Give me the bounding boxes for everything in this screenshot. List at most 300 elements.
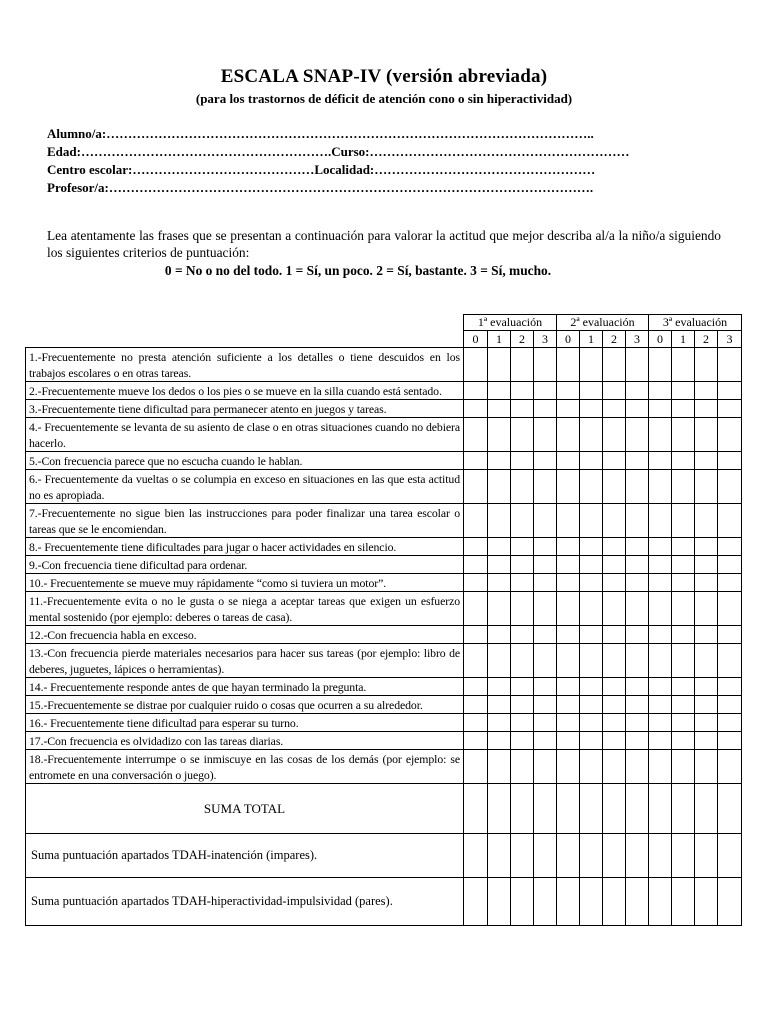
score-cell[interactable] xyxy=(672,732,695,750)
header-blank xyxy=(26,315,464,348)
score-cell[interactable] xyxy=(626,878,649,926)
score-cell[interactable] xyxy=(695,732,718,750)
score-header: 3 xyxy=(718,331,742,348)
score-cell[interactable] xyxy=(695,878,718,926)
score-cell[interactable] xyxy=(626,538,649,556)
score-cell[interactable] xyxy=(672,452,695,470)
score-cell[interactable] xyxy=(580,348,603,382)
score-cell[interactable] xyxy=(672,784,695,834)
score-cell[interactable] xyxy=(603,470,626,504)
score-cell[interactable] xyxy=(464,714,488,732)
score-cell[interactable] xyxy=(511,834,534,878)
score-cell[interactable] xyxy=(718,538,742,556)
item-text: 11.-Frecuentemente evita o no le gusta o se niega a aceptar tareas que exigen un esfuerzo mental sostenido (por ejemplo: deberes o tareas de casa). xyxy=(26,592,464,626)
score-cell[interactable] xyxy=(488,418,511,452)
score-cell[interactable] xyxy=(626,678,649,696)
score-cell[interactable] xyxy=(626,556,649,574)
score-cell[interactable] xyxy=(672,538,695,556)
score-cell[interactable] xyxy=(649,696,672,714)
item-text: 3.-Frecuentemente tiene dificultad para permanecer atento en juegos y tareas. xyxy=(26,400,464,418)
score-cell[interactable] xyxy=(511,452,534,470)
score-cell[interactable] xyxy=(672,834,695,878)
score-cell[interactable] xyxy=(580,400,603,418)
table-row xyxy=(26,696,742,714)
score-cell[interactable] xyxy=(580,574,603,592)
score-cell[interactable] xyxy=(557,556,580,574)
score-cell[interactable] xyxy=(464,732,488,750)
score-cell[interactable] xyxy=(626,644,649,678)
score-cell[interactable] xyxy=(511,556,534,574)
score-cell[interactable] xyxy=(695,538,718,556)
score-cell[interactable] xyxy=(580,504,603,538)
score-cell[interactable] xyxy=(511,626,534,644)
score-cell[interactable] xyxy=(718,834,742,878)
score-cell[interactable] xyxy=(649,714,672,732)
score-cell[interactable] xyxy=(580,732,603,750)
score-cell[interactable] xyxy=(511,696,534,714)
score-cell[interactable] xyxy=(557,626,580,644)
score-cell[interactable] xyxy=(626,592,649,626)
score-cell[interactable] xyxy=(534,382,557,400)
score-cell[interactable] xyxy=(718,452,742,470)
score-cell[interactable] xyxy=(672,644,695,678)
score-cell[interactable] xyxy=(718,714,742,732)
score-cell[interactable] xyxy=(511,400,534,418)
score-cell[interactable] xyxy=(488,678,511,696)
score-cell[interactable] xyxy=(718,732,742,750)
score-cell[interactable] xyxy=(603,784,626,834)
score-cell[interactable] xyxy=(626,400,649,418)
score-cell[interactable] xyxy=(695,696,718,714)
score-cell[interactable] xyxy=(603,538,626,556)
score-cell[interactable] xyxy=(511,538,534,556)
score-cell[interactable] xyxy=(580,592,603,626)
score-cell[interactable] xyxy=(718,750,742,784)
score-cell[interactable] xyxy=(649,574,672,592)
table-row xyxy=(26,348,742,382)
score-cell[interactable] xyxy=(511,592,534,626)
score-cell[interactable] xyxy=(695,382,718,400)
score-cell[interactable] xyxy=(511,784,534,834)
score-cell[interactable] xyxy=(488,348,511,382)
score-cell[interactable] xyxy=(603,644,626,678)
field-centro-localidad xyxy=(47,161,707,179)
score-cell[interactable] xyxy=(649,504,672,538)
score-cell[interactable] xyxy=(718,592,742,626)
score-cell[interactable] xyxy=(718,678,742,696)
score-cell[interactable] xyxy=(488,452,511,470)
score-cell[interactable] xyxy=(534,644,557,678)
score-cell[interactable] xyxy=(580,538,603,556)
field-localidad[interactable]: Localidad:…………………………………………… xyxy=(314,162,596,177)
score-cell[interactable] xyxy=(672,556,695,574)
score-cell[interactable] xyxy=(649,878,672,926)
score-cell[interactable] xyxy=(649,644,672,678)
score-cell[interactable] xyxy=(464,538,488,556)
score-cell[interactable] xyxy=(695,750,718,784)
score-cell[interactable] xyxy=(649,556,672,574)
score-cell[interactable] xyxy=(580,644,603,678)
score-cell[interactable] xyxy=(534,592,557,626)
score-cell[interactable] xyxy=(534,574,557,592)
score-cell[interactable] xyxy=(603,418,626,452)
score-cell[interactable] xyxy=(603,382,626,400)
score-cell[interactable] xyxy=(580,678,603,696)
score-cell[interactable] xyxy=(718,574,742,592)
score-cell[interactable] xyxy=(488,732,511,750)
score-cell[interactable] xyxy=(557,538,580,556)
score-cell[interactable] xyxy=(672,382,695,400)
score-cell[interactable] xyxy=(557,750,580,784)
score-cell[interactable] xyxy=(695,348,718,382)
score-header: 2 xyxy=(603,331,626,348)
score-cell[interactable] xyxy=(511,418,534,452)
score-cell[interactable] xyxy=(511,750,534,784)
score-cell[interactable] xyxy=(488,878,511,926)
item-text: 9.-Con frecuencia tiene dificultad para ordenar. xyxy=(26,556,464,574)
instructions-text: Lea atentamente las frases que se presentan a continuación para valorar la actitud que mejor describa al/a la niño/a siguiendo los siguientes criterios de puntuación: xyxy=(47,228,721,260)
score-cell[interactable] xyxy=(580,470,603,504)
subtotal-label: Suma puntuación apartados TDAH-inatención (impares). xyxy=(26,834,464,878)
score-cell[interactable] xyxy=(649,400,672,418)
score-cell[interactable] xyxy=(695,644,718,678)
table-row xyxy=(26,504,742,538)
score-cell[interactable] xyxy=(534,626,557,644)
score-cell[interactable] xyxy=(580,382,603,400)
score-cell[interactable] xyxy=(464,452,488,470)
table-row xyxy=(26,452,742,470)
table-row xyxy=(26,556,742,574)
score-header: 0 xyxy=(649,331,672,348)
score-cell[interactable] xyxy=(534,878,557,926)
score-cell[interactable] xyxy=(649,592,672,626)
item-text: 15.-Frecuentemente se distrae por cualquier ruido o cosas que ocurren a su alrededor. xyxy=(26,696,464,714)
score-cell[interactable] xyxy=(718,400,742,418)
score-cell[interactable] xyxy=(603,592,626,626)
score-cell[interactable] xyxy=(464,504,488,538)
score-cell[interactable] xyxy=(672,750,695,784)
item-text: 2.-Frecuentemente mueve los dedos o los pies o se mueve en la silla cuando está sentado. xyxy=(26,382,464,400)
score-cell[interactable] xyxy=(464,556,488,574)
score-cell[interactable] xyxy=(534,418,557,452)
item-text: 6.- Frecuentemente da vueltas o se columpia en exceso en situaciones en las que esta actitud no es apropiada. xyxy=(26,470,464,504)
score-header: 1 xyxy=(580,331,603,348)
field-centro[interactable]: Centro escolar:…………………………………… xyxy=(47,162,315,177)
evaluation-header: 3ª evaluación xyxy=(649,315,742,331)
field-edad[interactable]: Edad:…………………………………………………. xyxy=(47,144,332,159)
score-cell[interactable] xyxy=(557,348,580,382)
score-cell[interactable] xyxy=(534,538,557,556)
score-cell[interactable] xyxy=(534,750,557,784)
score-cell[interactable] xyxy=(511,678,534,696)
score-cell[interactable] xyxy=(557,644,580,678)
score-cell[interactable] xyxy=(672,696,695,714)
score-cell[interactable] xyxy=(649,418,672,452)
score-cell[interactable] xyxy=(603,574,626,592)
score-cell[interactable] xyxy=(534,504,557,538)
score-cell[interactable] xyxy=(603,750,626,784)
score-cell[interactable] xyxy=(488,626,511,644)
score-cell[interactable] xyxy=(488,400,511,418)
score-cell[interactable] xyxy=(464,678,488,696)
score-cell[interactable] xyxy=(557,418,580,452)
score-cell[interactable] xyxy=(488,644,511,678)
score-cell[interactable] xyxy=(695,400,718,418)
score-cell[interactable] xyxy=(695,784,718,834)
score-cell[interactable] xyxy=(488,834,511,878)
score-cell[interactable] xyxy=(557,400,580,418)
score-cell[interactable] xyxy=(649,732,672,750)
score-cell[interactable] xyxy=(488,750,511,784)
score-cell[interactable] xyxy=(626,714,649,732)
table-row xyxy=(26,470,742,504)
score-cell[interactable] xyxy=(511,470,534,504)
score-cell[interactable] xyxy=(695,678,718,696)
score-cell[interactable] xyxy=(626,418,649,452)
score-cell[interactable] xyxy=(649,750,672,784)
score-cell[interactable] xyxy=(557,678,580,696)
score-cell[interactable] xyxy=(672,678,695,696)
score-cell[interactable] xyxy=(464,470,488,504)
score-cell[interactable] xyxy=(718,382,742,400)
score-cell[interactable] xyxy=(488,714,511,732)
score-cell[interactable] xyxy=(603,626,626,644)
score-cell[interactable] xyxy=(695,470,718,504)
score-cell[interactable] xyxy=(672,348,695,382)
score-cell[interactable] xyxy=(534,732,557,750)
score-cell[interactable] xyxy=(557,732,580,750)
score-cell[interactable] xyxy=(626,696,649,714)
score-cell[interactable] xyxy=(488,556,511,574)
score-cell[interactable] xyxy=(649,538,672,556)
item-text: 4.- Frecuentemente se levanta de su asiento de clase o en otras situaciones cuando no debiera hacerlo. xyxy=(26,418,464,452)
score-cell[interactable] xyxy=(511,644,534,678)
item-text: 1.-Frecuentemente no presta atención suficiente a los detalles o tiene descuidos en los trabajos escolares o en otras tareas. xyxy=(26,348,464,382)
score-cell[interactable] xyxy=(672,878,695,926)
score-cell[interactable] xyxy=(464,750,488,784)
score-cell[interactable] xyxy=(695,714,718,732)
score-cell[interactable] xyxy=(580,878,603,926)
score-cell[interactable] xyxy=(557,452,580,470)
score-cell[interactable] xyxy=(718,556,742,574)
score-cell[interactable] xyxy=(464,644,488,678)
score-header: 0 xyxy=(557,331,580,348)
score-cell[interactable] xyxy=(464,382,488,400)
score-cell[interactable] xyxy=(580,556,603,574)
score-cell[interactable] xyxy=(464,400,488,418)
score-cell[interactable] xyxy=(464,348,488,382)
score-cell[interactable] xyxy=(672,400,695,418)
score-cell[interactable] xyxy=(557,696,580,714)
table-row xyxy=(26,678,742,696)
table-row xyxy=(26,538,742,556)
score-cell[interactable] xyxy=(603,878,626,926)
score-cell[interactable] xyxy=(488,504,511,538)
evaluation-header-row xyxy=(26,315,742,331)
score-cell[interactable] xyxy=(649,452,672,470)
score-cell[interactable] xyxy=(626,574,649,592)
score-cell[interactable] xyxy=(603,504,626,538)
score-cell[interactable] xyxy=(557,574,580,592)
score-cell[interactable] xyxy=(603,556,626,574)
score-cell[interactable] xyxy=(580,452,603,470)
score-cell[interactable] xyxy=(695,834,718,878)
score-cell[interactable] xyxy=(488,696,511,714)
score-cell[interactable] xyxy=(534,556,557,574)
score-cell[interactable] xyxy=(464,834,488,878)
table-row xyxy=(26,592,742,626)
score-cell[interactable] xyxy=(557,470,580,504)
score-cell[interactable] xyxy=(534,400,557,418)
score-cell[interactable] xyxy=(488,538,511,556)
score-cell[interactable] xyxy=(649,382,672,400)
scoring-criteria: 0 = No o no del todo. 1 = Sí, un poco. 2 = Sí, bastante. 3 = Sí, mucho. xyxy=(164,263,552,278)
score-cell[interactable] xyxy=(464,878,488,926)
score-cell[interactable] xyxy=(603,732,626,750)
field-profesor[interactable]: Profesor/a:…………………………………………………………………………………………………. xyxy=(47,180,594,195)
score-cell[interactable] xyxy=(557,834,580,878)
score-cell[interactable] xyxy=(649,834,672,878)
score-cell[interactable] xyxy=(626,504,649,538)
score-cell[interactable] xyxy=(534,784,557,834)
score-cell[interactable] xyxy=(534,696,557,714)
item-text: 17.-Con frecuencia es olvidadizo con las tareas diarias. xyxy=(26,732,464,750)
score-cell[interactable] xyxy=(718,784,742,834)
score-cell[interactable] xyxy=(718,418,742,452)
score-cell[interactable] xyxy=(464,418,488,452)
score-cell[interactable] xyxy=(557,784,580,834)
score-cell[interactable] xyxy=(626,470,649,504)
score-cell[interactable] xyxy=(672,592,695,626)
score-cell[interactable] xyxy=(511,714,534,732)
score-cell[interactable] xyxy=(695,592,718,626)
score-cell[interactable] xyxy=(511,878,534,926)
score-cell[interactable] xyxy=(718,696,742,714)
score-cell[interactable] xyxy=(672,504,695,538)
score-cell[interactable] xyxy=(534,834,557,878)
score-cell[interactable] xyxy=(464,784,488,834)
score-cell[interactable] xyxy=(534,470,557,504)
score-cell[interactable] xyxy=(603,714,626,732)
table-row xyxy=(26,626,742,644)
score-header: 1 xyxy=(672,331,695,348)
score-cell[interactable] xyxy=(534,348,557,382)
score-cell[interactable] xyxy=(603,452,626,470)
score-cell[interactable] xyxy=(695,626,718,644)
score-cell[interactable] xyxy=(626,784,649,834)
score-cell[interactable] xyxy=(695,574,718,592)
score-cell[interactable] xyxy=(511,732,534,750)
total-row xyxy=(26,878,742,926)
score-cell[interactable] xyxy=(557,504,580,538)
score-cell[interactable] xyxy=(580,626,603,644)
score-cell[interactable] xyxy=(464,592,488,626)
score-cell[interactable] xyxy=(626,382,649,400)
score-cell[interactable] xyxy=(672,470,695,504)
score-cell[interactable] xyxy=(626,732,649,750)
score-cell[interactable] xyxy=(695,556,718,574)
field-alumno[interactable]: Alumno/a:………………………………………………………………………………………………….. xyxy=(47,126,594,141)
score-cell[interactable] xyxy=(603,400,626,418)
score-cell[interactable] xyxy=(488,784,511,834)
score-cell[interactable] xyxy=(488,382,511,400)
score-cell[interactable] xyxy=(649,348,672,382)
item-text: 10.- Frecuentemente se mueve muy rápidamente “como si tuviera un motor”. xyxy=(26,574,464,592)
score-cell[interactable] xyxy=(488,592,511,626)
score-cell[interactable] xyxy=(557,382,580,400)
score-cell[interactable] xyxy=(557,714,580,732)
score-cell[interactable] xyxy=(557,592,580,626)
score-cell[interactable] xyxy=(511,382,534,400)
score-cell[interactable] xyxy=(603,696,626,714)
score-cell[interactable] xyxy=(488,574,511,592)
score-cell[interactable] xyxy=(464,574,488,592)
field-curso[interactable]: Curso:…………………………………………………… xyxy=(331,144,630,159)
table-row xyxy=(26,750,742,784)
score-cell[interactable] xyxy=(672,418,695,452)
score-cell[interactable] xyxy=(695,504,718,538)
score-cell[interactable] xyxy=(511,348,534,382)
score-cell[interactable] xyxy=(649,784,672,834)
score-cell[interactable] xyxy=(672,626,695,644)
score-cell[interactable] xyxy=(718,626,742,644)
score-cell[interactable] xyxy=(695,418,718,452)
score-cell[interactable] xyxy=(488,470,511,504)
score-cell[interactable] xyxy=(649,626,672,644)
score-cell[interactable] xyxy=(580,834,603,878)
score-header: 3 xyxy=(534,331,557,348)
score-cell[interactable] xyxy=(718,878,742,926)
score-cell[interactable] xyxy=(464,696,488,714)
score-cell[interactable] xyxy=(626,452,649,470)
score-cell[interactable] xyxy=(672,714,695,732)
score-cell[interactable] xyxy=(626,348,649,382)
score-cell[interactable] xyxy=(580,784,603,834)
score-cell[interactable] xyxy=(718,470,742,504)
score-cell[interactable] xyxy=(511,574,534,592)
score-cell[interactable] xyxy=(511,504,534,538)
score-cell[interactable] xyxy=(580,714,603,732)
score-cell[interactable] xyxy=(626,834,649,878)
item-text: 7.-Frecuentemente no sigue bien las instrucciones para poder finalizar una tarea escolar o tareas que se le encomiendan. xyxy=(26,504,464,538)
score-cell[interactable] xyxy=(603,834,626,878)
score-cell[interactable] xyxy=(649,678,672,696)
item-text: 18.-Frecuentemente interrumpe o se inmiscuye en las cosas de los demás (por ejemplo: se entromete en una conversación o juego). xyxy=(26,750,464,784)
score-cell[interactable] xyxy=(534,678,557,696)
score-cell[interactable] xyxy=(603,348,626,382)
score-cell[interactable] xyxy=(626,626,649,644)
score-cell[interactable] xyxy=(534,714,557,732)
table-row xyxy=(26,418,742,452)
score-cell[interactable] xyxy=(580,418,603,452)
score-cell[interactable] xyxy=(718,348,742,382)
score-cell[interactable] xyxy=(464,626,488,644)
score-cell[interactable] xyxy=(603,678,626,696)
item-text: 16.- Frecuentemente tiene dificultad para esperar su turno. xyxy=(26,714,464,732)
score-cell[interactable] xyxy=(534,452,557,470)
score-cell[interactable] xyxy=(626,750,649,784)
score-cell[interactable] xyxy=(580,696,603,714)
table-row xyxy=(26,382,742,400)
score-cell[interactable] xyxy=(580,750,603,784)
score-cell[interactable] xyxy=(649,470,672,504)
score-cell[interactable] xyxy=(695,452,718,470)
score-cell[interactable] xyxy=(672,574,695,592)
table-row xyxy=(26,644,742,678)
score-cell[interactable] xyxy=(557,878,580,926)
score-cell[interactable] xyxy=(718,644,742,678)
score-cell[interactable] xyxy=(718,504,742,538)
